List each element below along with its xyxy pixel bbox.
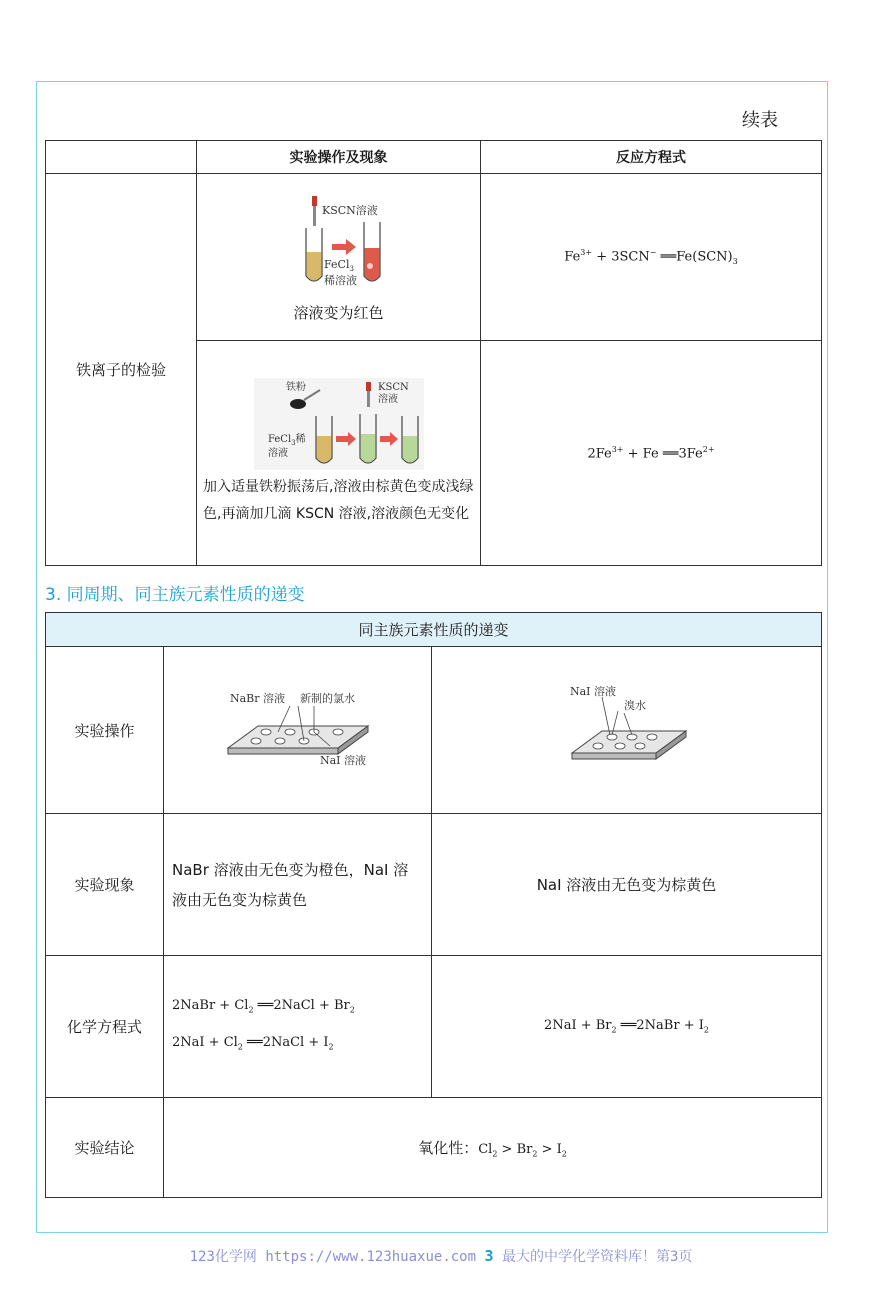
exp2-equation: $2Fe^{3+} + Fe$ $══3Fe^{2+}$ (481, 341, 822, 566)
exp1-cell (197, 174, 481, 341)
label-solution: 溶液 (267, 448, 288, 459)
operation-left-cell (164, 647, 432, 814)
label-bromine-water: 溴水 (623, 699, 646, 712)
table2-header: 同主族元素性质的递变 (46, 613, 822, 647)
label-kscn-2b: 溶液 (377, 394, 398, 405)
label-kscn-2a: KSCN (377, 382, 409, 393)
page-number: 3 (484, 1247, 494, 1265)
exp1-equation: $Fe^{3+} + 3SCN^-$ $══Fe(SCN)_3$ (481, 174, 822, 341)
halogen-table (45, 612, 822, 1198)
label-dilute-solution: 稀溶液 (323, 273, 357, 287)
iron-ion-table (45, 140, 822, 566)
equation-nai: $2NaI + Cl_2$ ══2NaCl + $I_2$ (172, 1034, 334, 1052)
row-label-conclusion: 实验结论 (46, 1098, 164, 1198)
row-label-phenomenon: 实验现象 (46, 814, 164, 956)
row-label-iron-test: 铁离子的检验 (46, 174, 197, 566)
equation-right: $2NaI + Br_2$ ══2NaBr + $I_2$ (432, 956, 822, 1098)
phenomenon-left: NaBr 溶液由无色变为橙色，NaI 溶液由无色变为棕黄色 (164, 814, 432, 956)
section-title: 3. 同周期、同主族元素性质的递变 (45, 585, 305, 605)
label-nai: NaI 溶液 (319, 754, 366, 767)
label-kscn: KSCN溶液 (321, 203, 378, 217)
exp2-cell (197, 341, 481, 566)
equation-nabr: 2NaBr + $Cl_2$ ══2NaCl + $Br_2$ (172, 997, 355, 1015)
kscn-test-illustration (284, 192, 394, 292)
footer-site[interactable]: 123化学网 https://www.123huaxue.com (189, 1249, 477, 1265)
header-operation: 实验操作及现象 (197, 141, 481, 174)
footer-tagline: 最大的中学化学资料库！第3页 (501, 1249, 693, 1265)
label-nai-2: NaI 溶液 (569, 685, 616, 698)
operation-right-cell (432, 647, 822, 814)
footer (0, 1246, 882, 1266)
label-chlorine-water: 新制的氯水 (299, 692, 355, 705)
exp1-caption: 溶液变为红色 (293, 303, 384, 322)
label-iron-powder: 铁粉 (285, 382, 306, 393)
label-fecl3-2: FeCl$_3$稀 (267, 434, 306, 447)
conclusion-label: 氧化性： (418, 1138, 479, 1157)
conclusion-cell (164, 1098, 822, 1198)
conclusion-formula: $Cl_2 > Br_2 > I_2$ (478, 1141, 567, 1159)
label-nabr: NaBr 溶液 (229, 692, 285, 705)
row-label-operation: 实验操作 (46, 647, 164, 814)
equation-left (164, 956, 432, 1098)
continued-label: 续表 (742, 110, 778, 131)
spot-plate-illustration-1 (218, 688, 378, 768)
row-label-equation: 化学方程式 (46, 956, 164, 1098)
spot-plate-illustration-2 (562, 683, 692, 773)
header-empty (46, 141, 197, 174)
label-fecl3: FeCl$_3$ (323, 257, 354, 273)
iron-powder-illustration (254, 378, 424, 470)
header-equation: 反应方程式 (481, 141, 822, 174)
phenomenon-right: NaI 溶液由无色变为棕黄色 (432, 814, 822, 956)
exp2-caption: 加入适量铁粉振荡后,溶液由棕黄色变成浅绿色,再滴加几滴 KSCN 溶液,溶液颜色无变化 (203, 479, 474, 522)
